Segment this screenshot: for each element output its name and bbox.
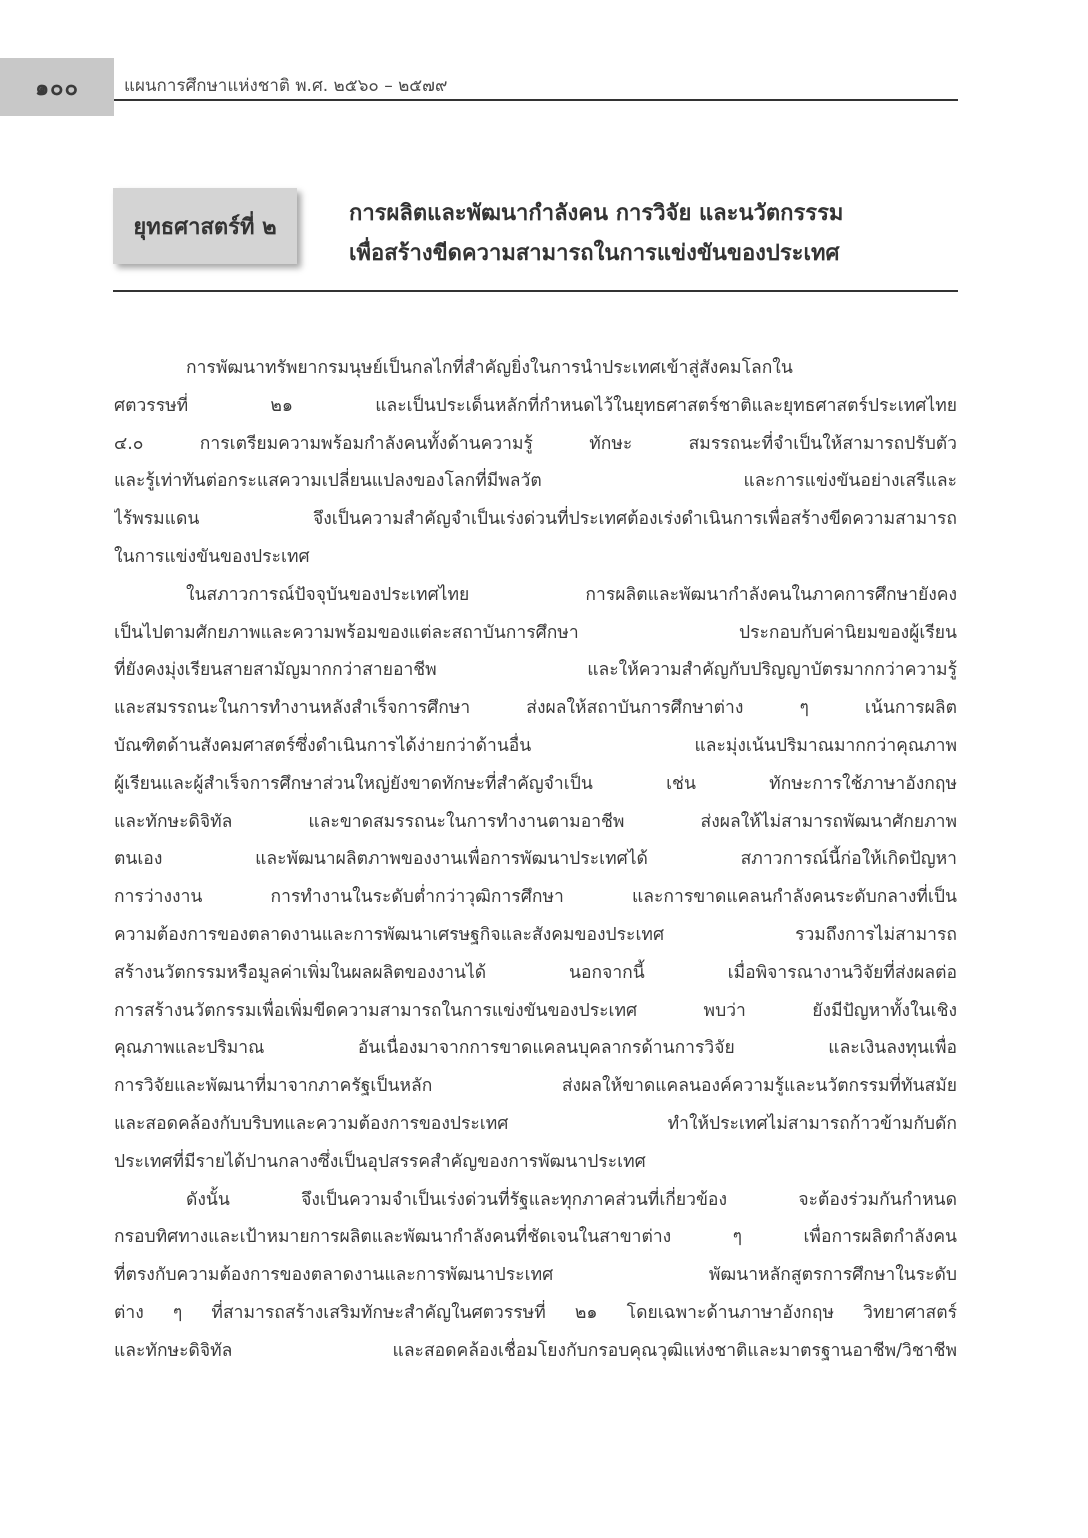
paragraph-line: ในสภาวการณ์ปัจจุบันของประเทศไทย การผลิตและพัฒนากำลังคนในภาคการศึกษายังคง: [186, 584, 957, 605]
paragraph-line: คุณภาพและปริมาณ อันเนื่องมาจากการขาดแคลนบุคลากรด้านการวิจัย และเงินลงทุนเพื่อ: [114, 1038, 957, 1059]
paragraph-line: การสร้างนวัตกรรมเพื่อเพิ่มขีดความสามารถในการแข่งขันของประเทศ พบว่า ยังมีปัญหาทั้งในเชิง: [114, 1000, 957, 1021]
body-text: [114, 350, 957, 1371]
paragraph-line: บัณฑิตด้านสังคมศาสตร์ซึ่งดำเนินการได้ง่ายกว่าด้านอื่น และมุ่งเน้นปริมาณมากกว่าคุณภาพ: [114, 735, 957, 756]
title-rule: [113, 290, 958, 292]
paragraph-line: และสอดคล้องกับบริบทและความต้องการของประเทศ ทำให้ประเทศไม่สามารถก้าวข้ามกับดัก: [114, 1113, 957, 1134]
paragraph-line: ที่ยังคงมุ่งเรียนสายสามัญมากกว่าสายอาชีพ และให้ความสำคัญกับปริญญาบัตรมากกว่าความรู้: [114, 660, 957, 681]
paragraph-line: การว่างงาน การทำงานในระดับต่ำกว่าวุฒิการศึกษา และการขาดแคลนกำลังคนระดับกลางที่เป็น: [114, 887, 957, 908]
strategy-label: ยุทธศาสตร์ที่ ๒: [113, 188, 297, 264]
paragraph-line: ต่าง ๆ ที่สามารถสร้างเสริมทักษะสำคัญในศตวรรษที่ ๒๑ โดยเฉพาะด้านภาษาอังกฤษ วิทยาศาสตร์: [114, 1302, 957, 1323]
paragraph-line: ประเทศที่มีรายได้ปานกลางซึ่งเป็นอุปสรรคสำคัญของการพัฒนาประเทศ: [114, 1151, 646, 1172]
strategy-title: [349, 194, 949, 274]
paragraph-line: และทักษะดิจิทัล และสอดคล้องเชื่อมโยงกับกรอบคุณวุฒิแห่งชาติและมาตรฐานอาชีพ/วิชาชีพ: [114, 1340, 957, 1361]
paragraph-line: การวิจัยและพัฒนาที่มาจากภาครัฐเป็นหลัก ส่งผลให้ขาดแคลนองค์ความรู้และนวัตกรรมที่ทันสมัย: [114, 1076, 957, 1097]
paragraph-line: ผู้เรียนและผู้สำเร็จการศึกษาส่วนใหญ่ยังขาดทักษะที่สำคัญจำเป็น เช่น ทักษะการใช้ภาษาอังกฤษ: [114, 773, 957, 794]
strategy-title-line: เพื่อสร้างขีดความสามารถในการแข่งขันของประเทศ: [349, 241, 840, 266]
paragraph-line: ตนเอง และพัฒนาผลิตภาพของงานเพื่อการพัฒนาประเทศได้ สภาวการณ์นี้ก่อให้เกิดปัญหา: [114, 849, 957, 870]
paragraph-line: ในการแข่งขันของประเทศ: [114, 546, 310, 567]
paragraph-line: และรู้เท่าทันต่อกระแสความเปลี่ยนแปลงของโลกที่มีพลวัต และการแข่งขันอย่างเสรีและ: [114, 471, 957, 492]
page-number: ๑๐๐: [0, 58, 114, 116]
paragraph-line: ดังนั้น จึงเป็นความจำเป็นเร่งด่วนที่รัฐและทุกภาคส่วนที่เกี่ยวข้อง จะต้องร่วมกันกำหนด: [186, 1189, 957, 1210]
paragraph-line: เป็นไปตามศักยภาพและความพร้อมของแต่ละสถาบันการศึกษา ประกอบกับค่านิยมของผู้เรียน: [114, 622, 957, 643]
paragraph-line: และทักษะดิจิทัล และขาดสมรรถนะในการทำงานตามอาชีพ ส่งผลให้ไม่สามารถพัฒนาศักยภาพ: [114, 811, 957, 832]
paragraph-line: สร้างนวัตกรรมหรือมูลค่าเพิ่มในผลผลิตของงานได้ นอกจากนี้ เมื่อพิจารณางานวิจัยที่ส่งผลต่อ: [114, 962, 957, 983]
paragraph-line: ศตวรรษที่ ๒๑ และเป็นประเด็นหลักที่กำหนดไว้ในยุทธศาสตร์ชาติและยุทธศาสตร์ประเทศไทย: [114, 395, 957, 416]
paragraph-line: ๔.๐ การเตรียมความพร้อมกำลังคนทั้งด้านความรู้ ทักษะ สมรรถนะที่จำเป็นให้สามารถปรับตัว: [114, 433, 957, 454]
header-rule: [114, 99, 958, 101]
paragraph-line: การพัฒนาทรัพยากรมนุษย์เป็นกลไกที่สำคัญยิ่งในการนำประเทศเข้าสู่สังคมโลกใน: [186, 358, 793, 378]
paragraph-line: และสมรรถนะในการทำงานหลังสำเร็จการศึกษา ส่งผลให้สถาบันการศึกษาต่าง ๆ เน้นการผลิต: [114, 698, 957, 719]
strategy-title-line: การผลิตและพัฒนากำลังคน การวิจัย และนวัตกรรรม: [349, 201, 844, 226]
paragraph-line: ไร้พรมแดน จึงเป็นความสำคัญจำเป็นเร่งด่วนที่ประเทศต้องเร่งดำเนินการเพื่อสร้างขีดความสามารถ: [114, 509, 957, 530]
paragraph-line: ที่ตรงกับความต้องการของตลาดงานและการพัฒนาประเทศ พัฒนาหลักสูตรการศึกษาในระดับ: [114, 1265, 957, 1286]
paragraph-line: ความต้องการของตลาดงานและการพัฒนาเศรษฐกิจและสังคมของประเทศ รวมถึงการไม่สามารถ: [114, 924, 957, 945]
paragraph-line: กรอบทิศทางและเป้าหมายการผลิตและพัฒนากำลังคนที่ชัดเจนในสาขาต่าง ๆ เพื่อการผลิตกำลังคน: [114, 1227, 957, 1248]
running-title: แผนการศึกษาแห่งชาติ พ.ศ. ๒๕๖๐ – ๒๕๗๙: [124, 76, 448, 96]
